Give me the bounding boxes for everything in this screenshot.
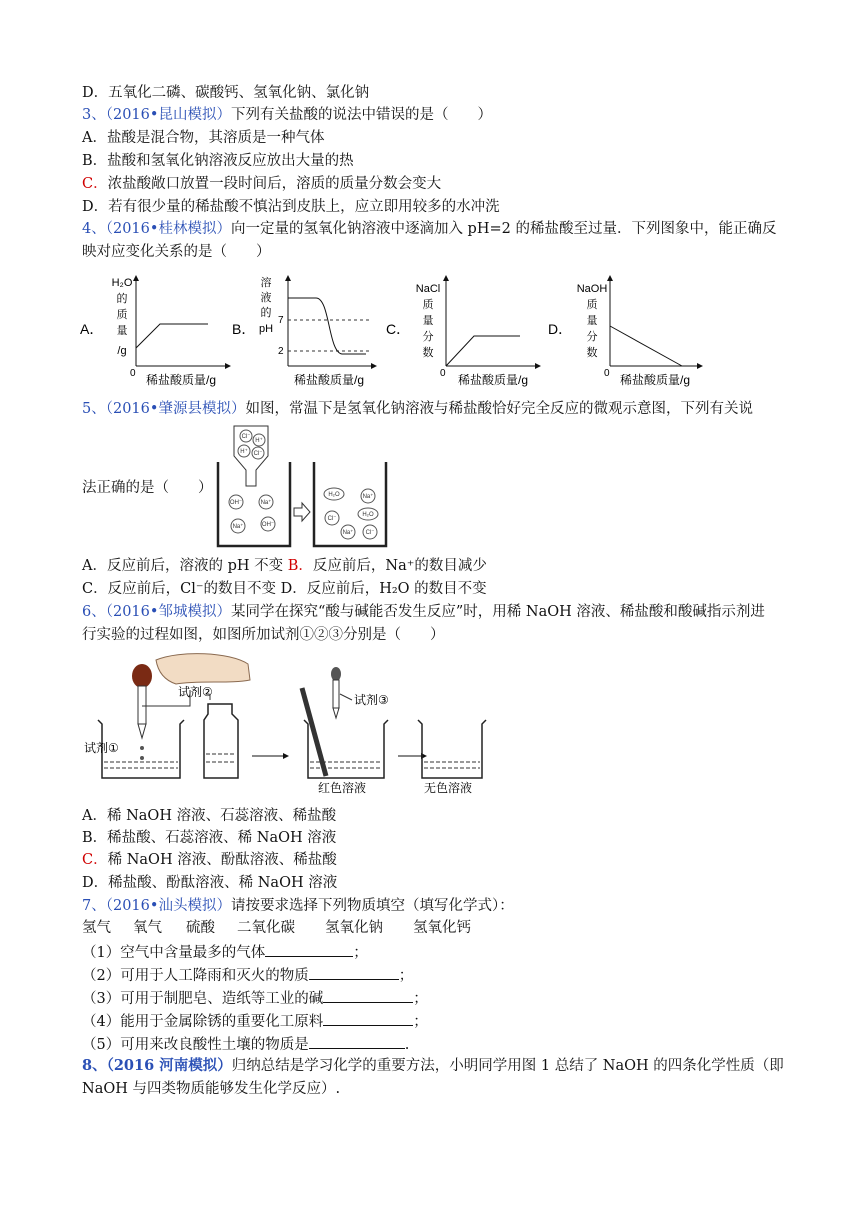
curve <box>446 336 520 366</box>
option-text: 反应前后，Na⁺的数目减少 <box>312 558 487 574</box>
drop <box>140 756 144 760</box>
x-label: 稀盐酸质量/g <box>294 373 365 387</box>
graph-letter: A． <box>80 321 104 337</box>
label-reagent-3: 试剂③ <box>354 693 389 707</box>
substance: 二氧化碳 <box>237 920 295 936</box>
q3-source: （2016•昆山模拟） <box>105 107 231 123</box>
ion-label: Cl⁻ <box>365 530 375 536</box>
item-end: ； <box>413 1014 428 1030</box>
q6-number: 6、 <box>82 604 106 620</box>
substance: 氢氧化钙 <box>413 920 471 936</box>
graph-c <box>386 276 540 387</box>
q4-stem <box>82 219 776 239</box>
ion-label: OH⁻ <box>261 522 275 528</box>
q6-option-b <box>82 828 336 848</box>
q7-item-1 <box>82 941 368 963</box>
glass-rod <box>302 688 326 776</box>
substance: 氢气 <box>82 920 111 936</box>
ion-label: Cl⁻ <box>241 434 251 440</box>
graph-letter: C． <box>386 321 411 337</box>
dropper-tip <box>333 708 339 718</box>
x-label: 稀盐酸质量/g <box>146 373 217 387</box>
reaction-arrow-icon <box>294 503 310 521</box>
option-text: 浓盐酸敞口放置一段时间后，溶质的质量分数会变大 <box>107 176 442 192</box>
beaker-colorless <box>418 720 486 778</box>
option-text: 稀 NaOH 溶液、酚酞溶液、稀盐酸 <box>107 852 337 868</box>
dropper-tube <box>333 680 339 708</box>
ion-label: Na⁺ <box>260 500 272 506</box>
curve <box>610 326 682 366</box>
origin-label: 0 <box>604 368 610 379</box>
option-letter: D． <box>82 875 109 891</box>
label-colorless-solution: 无色溶液 <box>424 781 473 795</box>
dropper-bulb <box>331 667 341 681</box>
drop <box>140 746 144 750</box>
q6-stem-line2: 行实验的过程如图，如图所加试剂①②③分别是（ ） <box>82 627 445 643</box>
q3-option-c <box>82 174 441 194</box>
q4-stem-text: 向一定量的氢氧化钠溶液中逐滴加入 pH=2 的稀盐酸至过量．下列图象中，能正确反 <box>230 221 777 237</box>
axis-label: 分 <box>422 331 434 343</box>
axis-label: NaCl <box>415 283 441 295</box>
substance: 氧气 <box>133 920 162 936</box>
answer-letter: C． <box>82 176 108 192</box>
q7-number: 7、 <box>82 898 106 914</box>
item-text: （5）可用来改良酸性土壤的物质是 <box>82 1037 309 1053</box>
ion-label: H₂O <box>328 492 340 498</box>
item-text: （2）可用于人工降雨和灭火的物质 <box>82 968 309 984</box>
option-text: 反应前后，溶液的 pH 不变 <box>106 558 288 574</box>
substance: 氢氧化钠 <box>325 920 383 936</box>
q8-stem-line2: NaOH 与四类物质能够发生化学反应）. <box>82 1081 341 1097</box>
axis-label: 数 <box>586 347 598 359</box>
ion-label: H⁺ <box>240 449 248 455</box>
q7-item-5 <box>82 1033 409 1055</box>
axis-label: 分 <box>586 331 598 343</box>
q5-options-line1 <box>82 556 487 576</box>
ion-label: H₂O <box>362 512 374 518</box>
item-end: ； <box>413 991 428 1007</box>
q6-option-d <box>82 873 337 893</box>
axis-label: 质 <box>116 309 128 321</box>
q4-source: （2016•桂林模拟） <box>105 221 231 237</box>
q2-option-d: D．五氧化二磷、碳酸钙、氢氧化钠、氯化钠 <box>82 85 370 101</box>
graph-letter: B． <box>232 321 256 337</box>
curve <box>288 298 366 354</box>
graph-letter: D． <box>548 321 573 337</box>
q3-option-d <box>82 197 500 217</box>
axis-label: 的 <box>116 293 128 305</box>
origin-label: 0 <box>130 368 136 379</box>
ion-label: Na⁺ <box>362 494 374 500</box>
label-red-solution: 红色溶液 <box>318 781 367 795</box>
graph-a <box>80 276 230 387</box>
q7-stem-text: 请按要求选择下列物质填空（填写化学式）： <box>230 898 514 914</box>
q5-stem-text: 如图，常温下是氢氧化钠溶液与稀盐酸恰好完全反应的微观示意图，下列有关说 <box>245 401 753 417</box>
hand <box>156 654 250 684</box>
answer-blank[interactable] <box>265 941 353 957</box>
axis-label: 量 <box>422 315 434 327</box>
ion-label: OH⁻ <box>229 500 243 506</box>
option-text: 盐酸是混合物，其溶质是一种气体 <box>106 130 325 146</box>
axis-label: H₂O <box>111 277 133 289</box>
option-text: 稀盐酸、石蕊溶液、稀 NaOH 溶液 <box>107 830 337 846</box>
q7-source: （2016•汕头模拟） <box>105 898 231 914</box>
axis-label: /g <box>117 345 127 357</box>
item-text: （3）可用于制肥皂、造纸等工业的碱 <box>82 991 324 1007</box>
q6-option-c <box>82 850 337 870</box>
tick-label: 7 <box>278 315 284 326</box>
substance: 硫酸 <box>186 920 215 936</box>
item-text: （1）空气中含量最多的气体 <box>82 945 266 961</box>
origin-label: 0 <box>440 368 446 379</box>
axis-label: pH <box>258 323 274 335</box>
option-text: 若有很少量的稀盐酸不慎沾到皮肤上，应立即用较多的水冲洗 <box>108 199 500 215</box>
q7-item-2 <box>82 964 413 986</box>
option-letter: A． <box>82 808 107 824</box>
label-reagent-1: 试剂① <box>84 741 119 755</box>
answer-letter: B． <box>287 558 313 574</box>
q6-experiment-figure <box>80 650 490 800</box>
reagent-bottle <box>204 704 238 778</box>
q7-item-4 <box>82 1010 428 1032</box>
q5-number: 5、 <box>82 401 106 417</box>
answer-blank[interactable] <box>323 1010 413 1026</box>
item-end: ； <box>398 968 414 984</box>
item-end: . <box>404 1037 410 1053</box>
answer-blank[interactable] <box>309 1033 405 1049</box>
q8-source: （2016 河南模拟） <box>106 1057 232 1074</box>
option-text: 稀盐酸、酚酞溶液、稀 NaOH 溶液 <box>108 875 338 891</box>
axis-label: 液 <box>260 292 272 304</box>
axis-label: 数 <box>422 347 434 359</box>
tick-label: 2 <box>278 346 284 357</box>
q4-stem-line2: 映对应变化关系的是（ ） <box>82 244 271 260</box>
q3-stem <box>82 105 492 125</box>
option-letter: B． <box>82 153 108 169</box>
answer-letter: C． <box>82 852 108 868</box>
axis-label: 的 <box>260 307 272 319</box>
ion-label: Na⁺ <box>342 530 354 536</box>
option-text: 盐酸和氢氧化钠溶液反应放出大量的热 <box>107 153 354 169</box>
label-reagent-2: 试剂② <box>178 685 213 699</box>
option-letter: A． <box>82 558 107 574</box>
q3-number: 3、 <box>82 107 106 123</box>
q5-diagram <box>214 422 390 552</box>
q7-item-3 <box>82 987 428 1009</box>
q5-source: （2016•肇源县模拟） <box>105 401 246 417</box>
ion-label: Cl⁻ <box>253 451 263 457</box>
q6-stem <box>82 602 765 622</box>
dropper-bulb <box>132 664 152 688</box>
option-letter: B． <box>82 830 108 846</box>
option-letter: A． <box>82 130 107 146</box>
option-text: 稀 NaOH 溶液、石蕊溶液、稀盐酸 <box>106 808 337 824</box>
q4-graphs <box>80 270 780 390</box>
graph-d <box>548 276 702 387</box>
x-label: 稀盐酸质量/g <box>620 373 691 387</box>
q8-number: 8、 <box>82 1057 107 1074</box>
axis-label: 溶 <box>260 277 272 289</box>
axis-label: 量 <box>116 325 128 337</box>
leader-line <box>340 694 352 700</box>
q3-option-b <box>82 151 354 171</box>
graph-b <box>232 275 376 387</box>
axis-label: NaOH <box>576 283 608 295</box>
q5-stem-line2: 法正确的是（ ） <box>82 480 213 496</box>
q8-stem <box>82 1056 784 1076</box>
item-text: （4）能用于金属除锈的重要化工原料 <box>82 1014 324 1030</box>
q3-option-a <box>82 128 324 148</box>
ion-label: Cl⁻ <box>327 516 337 522</box>
q6-option-a <box>82 806 336 826</box>
answer-blank[interactable] <box>323 987 413 1003</box>
option-letter: D． <box>82 199 109 215</box>
axis-label: 质 <box>422 299 434 311</box>
q6-source: （2016•邹城模拟） <box>105 604 231 620</box>
axis-label: 质 <box>586 299 598 311</box>
q3-stem-text: 下列有关盐酸的说法中错误的是（ ） <box>230 107 492 123</box>
q4-number: 4、 <box>82 221 106 237</box>
item-end: ； <box>353 945 368 961</box>
q6-stem-text: 某同学在探究“酸与碱能否发生反应”时，用稀 NaOH 溶液、稀盐酸和酸碱指示剂进 <box>230 604 765 620</box>
curve <box>136 324 208 348</box>
ion-label: H⁺ <box>255 438 263 444</box>
x-label: 稀盐酸质量/g <box>458 373 529 387</box>
q8-stem-text: 归纳总结是学习化学的重要方法，小明同学用图 1 总结了 NaOH 的四条化学性质（即 <box>231 1058 784 1074</box>
q7-stem <box>82 896 514 916</box>
q5-options-line2: C．反应前后，Cl⁻的数目不变 D．反应前后，H₂O 的数目不变 <box>82 581 487 597</box>
dropper-tube <box>138 686 146 724</box>
answer-blank[interactable] <box>309 964 399 980</box>
axis-label: 量 <box>586 315 598 327</box>
q5-stem <box>82 399 753 419</box>
ion-label: Na⁺ <box>232 524 244 530</box>
q7-substances <box>82 918 471 938</box>
dropper-tip <box>138 724 146 738</box>
